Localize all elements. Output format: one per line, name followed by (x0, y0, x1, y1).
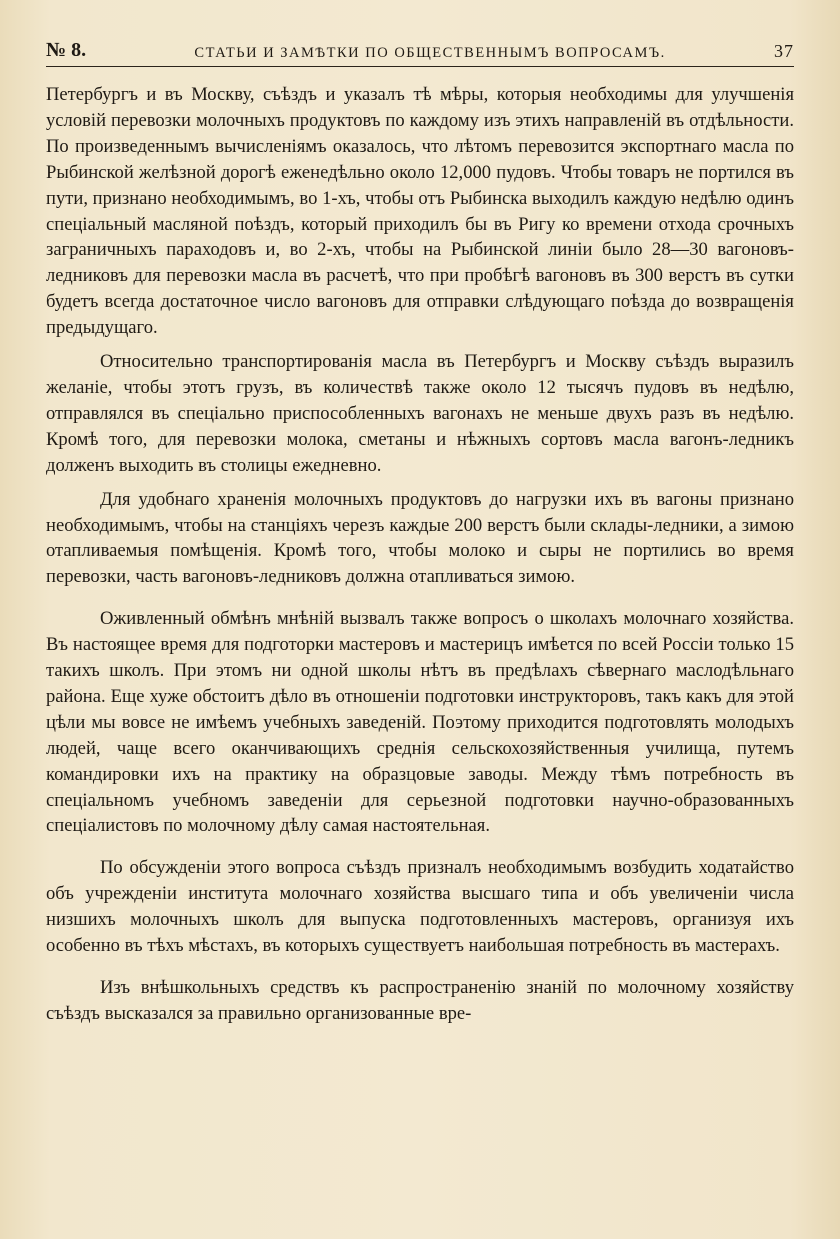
running-header (46, 28, 794, 62)
section-title: СТАТЬИ И ЗАМѢТКИ ПО ОБЩЕСТВЕННЫМЪ ВОПРОСАМЪ. (194, 45, 666, 61)
paragraph-5: По обсужденіи этого вопроса съѣздъ призналъ необходимымъ возбудить ходатайство объ учрежденіи института молочнаго хозяйства высшаго типа и объ увеличеніи числа низшихъ молочныхъ школъ для выпуска подготовленныхъ мастеровъ, организуя ихъ особенно въ тѣхъ мѣстахъ, въ которыхъ существуетъ наибольшая потребность въ мастерахъ. (46, 857, 794, 957)
paragraph-6: Изъ внѣшкольныхъ средствъ къ распространенію знаній по молочному хозяйству съѣздъ высказался за правильно организованные вре- (46, 977, 794, 1024)
paragraph-3: Для удобнаго храненія молочныхъ продуктовъ до нагрузки ихъ въ вагоны признано необходимымъ, чтобы на станціяхъ черезъ каждые 200 верстъ были склады-ледники, а зимою отапливаемыя помѣщенія. Кромѣ того, чтобы молоко и сыры не портились во время перевозки, часть вагоновъ-ледниковъ должна отапливаться зимою. (46, 488, 794, 588)
paragraph-4: Оживленный обмѣнъ мнѣній вызвалъ также вопросъ о школахъ молочнаго хозяйства. Въ настоящее время для подготорки мастеровъ и мастерицъ имѣется по всей Россіи только 15 такихъ школъ. При этомъ ни одной школы нѣтъ въ предѣлахъ сѣвернаго маслодѣльнаго района. Еще хуже обстоитъ дѣло въ отношеніи подготовки инструкторовъ, такъ какъ для этой цѣли мы вовсе не имѣемъ учебныхъ заведеній. Поэтому приходится подготовлять молодыхъ людей, чаще всего оканчивающихъ среднія сельскохозяйственныя училища, путемъ командировки ихъ на практику на образцовые заводы. Между тѣмъ потребность въ спеціальномъ учебномъ заведеніи для серьезной подготовки научно-образованныхъ спеціалистовъ по молочному дѣлу самая настоятельная. (46, 608, 794, 837)
article-body (46, 82, 794, 1027)
paragraph-1: Петербургъ и въ Москву, съѣздъ и указалъ тѣ мѣры, которыя необходимы для улучшенія условій перевозки молочныхъ продуктовъ по каждому изъ этихъ направленій въ отдѣльности. По произведеннымъ вычисленіямъ оказалось, что лѣтомъ перевозится экспортнаго масла по Рыбинской желѣзной дорогѣ еженедѣльно около 12,000 пудовъ. Чтобы товаръ не портился въ пути, признано необходимымъ, во 1-хъ, чтобы отъ Рыбинска выходилъ каждую недѣлю одинъ спеціальный масляной поѣздъ, который приходилъ бы въ Ригу ко времени отхода срочныхъ заграничныхъ параходовъ и, во 2-хъ, чтобы на Рыбинской линіи было 28—30 вагоновъ-ледниковъ для перевозки масла въ расчетѣ, что при пробѣгѣ вагоновъ въ 300 верстъ въ сутки будетъ всегда достаточное число вагоновъ для отправки слѣдующаго поѣзда до возвращенія предыдущаго. (46, 84, 794, 339)
header-rule (46, 66, 794, 67)
paragraph-2: Относительно транспортированія масла въ Петербургъ и Москву съѣздъ выразилъ желаніе, чтобы этотъ грузъ, въ количествѣ также около 12 тысячъ пудовъ въ недѣлю, отправлялся въ спеціально приспособленныхъ вагонахъ не меньше двухъ разъ въ недѣлю. Кромѣ того, для перевозки молока, сметаны и нѣжныхъ сортовъ масла вагонъ-ледникъ долженъ выходить въ столицы ежедневно. (46, 351, 794, 476)
page-number: 37 (774, 41, 794, 61)
issue-number: № 8. (46, 39, 87, 61)
